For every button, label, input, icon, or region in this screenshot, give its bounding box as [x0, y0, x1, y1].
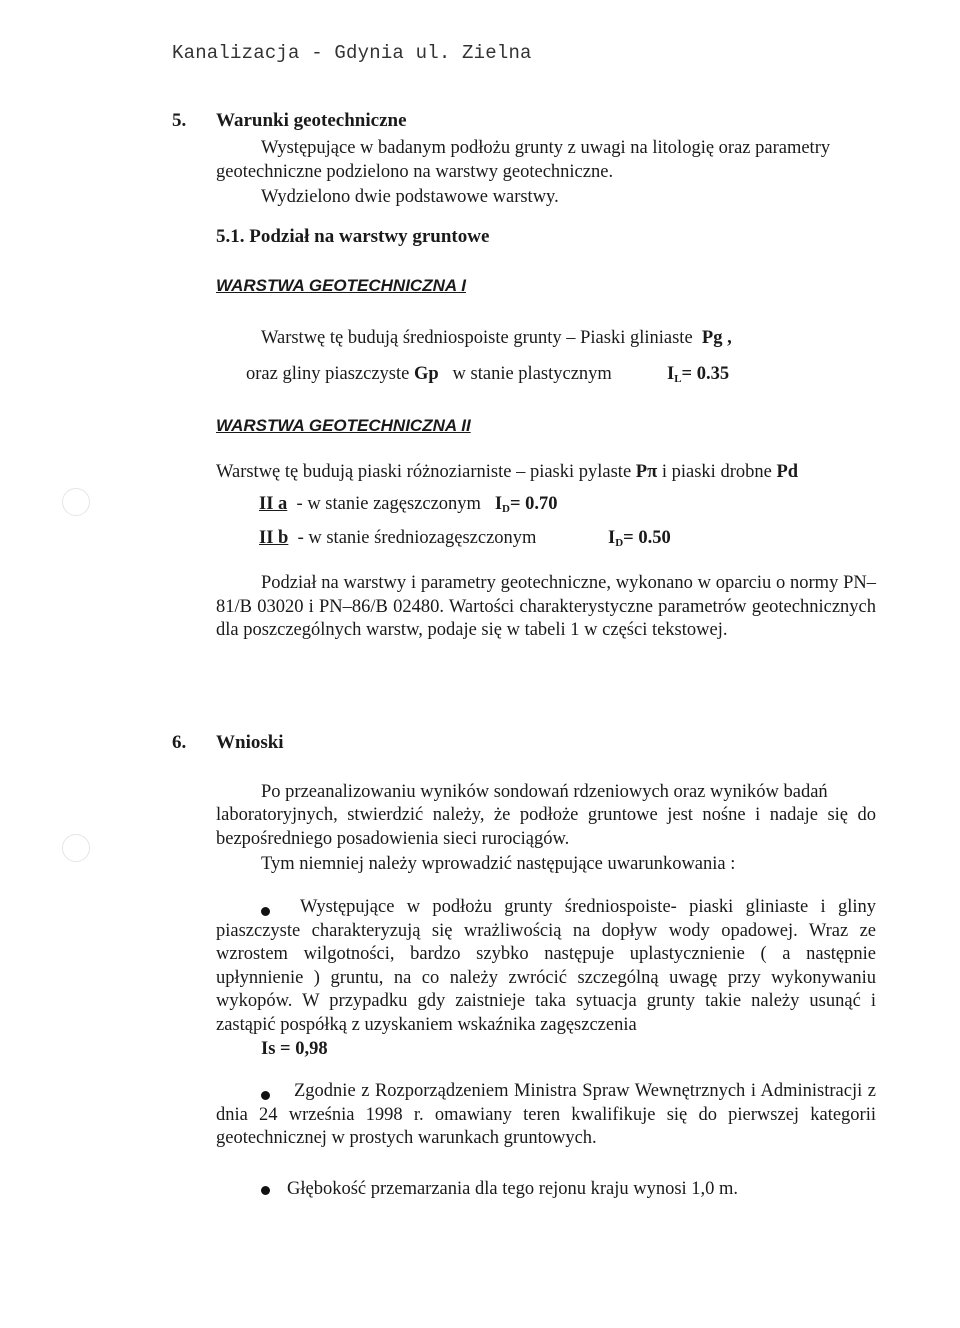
section-5-line-3: Wydzielono dwie podstawowe warstwy. — [261, 187, 559, 207]
layer-1-state: w stanie plastycznym — [452, 364, 612, 384]
conclusion-paragraph: laboratoryjnych, stwierdzić należy, że podłoże gruntowe jest nośne i nadaje się do bezpośredniego posadowienia sieci rurociągów. — [216, 805, 876, 849]
layer-2a-row — [259, 492, 558, 521]
layer-1-il — [667, 362, 729, 391]
il-label: I — [667, 364, 675, 384]
id-subscript: D — [615, 537, 624, 549]
layer-2-text: Warstwę tę budują piaski różnoziarniste – piaski pylaste — [216, 462, 632, 482]
il-value: = 0.35 — [681, 364, 730, 384]
layer-2b-row — [259, 526, 536, 550]
conclusion-line-1: Po przeanalizowaniu wyników sondowań rdzeniowych oraz wyników badań — [261, 782, 828, 802]
id-value-2b: = 0.50 — [623, 528, 671, 548]
id-value-2a: = 0.70 — [509, 494, 558, 514]
bullet-icon — [261, 1186, 270, 1195]
layer-2b-label: II b — [259, 528, 289, 548]
layer-1-text-2: oraz gliny piaszczyste — [246, 364, 410, 384]
layer-2-heading: WARSTWA GEOTECHNICZNA II — [216, 416, 471, 435]
layer-1-heading: WARSTWA GEOTECHNICZNA I — [216, 276, 466, 295]
il-subscript: L — [674, 373, 682, 385]
layer-2b-text: - w stanie średniozagęszczonym — [297, 528, 537, 548]
is-value: Is = 0,98 — [261, 1039, 328, 1059]
section-5-line-1: Występujące w badanym podłożu grunty z uwagi na litologię oraz parametry — [261, 138, 831, 158]
layer-1-description-2 — [246, 362, 612, 386]
section-5-title: Warunki geotechniczne — [216, 110, 407, 131]
section-5-number: 5. — [172, 110, 187, 131]
punch-hole-mark — [62, 834, 90, 862]
section-6-number: 6. — [172, 732, 187, 753]
bullet-item-2: Zgodnie z Rozporządzeniem Ministra Spraw Wewnętrznych i Administracji z dnia 24 września 1998 r. omawiany teren kwalifikuje się do pierwszej kategorii geotechnicznej w prostych warunkach gruntowych. — [216, 1081, 876, 1148]
punch-hole-mark — [62, 488, 90, 516]
symbol-pd: Pd — [776, 462, 799, 482]
layer-2a-label: II a — [259, 494, 288, 514]
id-subscript: D — [502, 503, 510, 515]
bullet-item-1: Występujące w podłożu grunty średniospoiste- piaski gliniaste i gliny piaszczyste charakteryzują się wrażliwością na dopływ wody opadowej. Wraz ze wzrostem wilgotności, bardzo szybko następuje uplastycznienie ( a następnie upłynnienie ) gruntu, na co należy zwrócić szczególną uwagę przy wykonywaniu wykopów. W przypadku gdy zaistnieje taka sytuacja grunty takie należy usunąć i zastąpić pospółką z uzyskaniem wskaźnika zagęszczenia — [216, 897, 876, 1035]
id-label: I — [494, 494, 503, 514]
layer-1-description — [261, 326, 732, 350]
layer-2-text-b: i piaski drobne — [661, 462, 772, 482]
layer-2a-text: - w stanie zagęszczonym — [296, 494, 481, 514]
layer-2-description — [216, 460, 798, 484]
symbol-pg: Pg , — [701, 328, 732, 348]
symbol-ppi: Pπ — [635, 462, 658, 482]
symbol-gp: Gp — [413, 364, 439, 384]
id-label: I — [608, 528, 616, 548]
conclusion-paragraph-2: Tym niemniej należy wprowadzić następujące uwarunkowania : — [261, 854, 736, 874]
layer-1-text: Warstwę tę budują średniospoiste grunty – Piaski gliniaste — [261, 328, 693, 348]
section-5-1-title: 5.1. Podział na warstwy gruntowe — [216, 226, 490, 247]
section-6-title: Wnioski — [216, 732, 284, 753]
layer-2b-id — [608, 526, 671, 555]
bullet-item-3: Głębokość przemarzania dla tego rejonu kraju wynosi 1,0 m. — [287, 1179, 739, 1199]
page-header: Kanalizacja - Gdynia ul. Zielna — [172, 42, 532, 64]
layer-2-paragraph: Podział na warstwy i parametry geotechniczne, wykonano w oparciu o normy PN–81/B 03020 i PN–86/B 02480. Wartości charakterystyczne parametrów geotechnicznych dla poszczególnych warstw, podaje się w tabeli 1 w części tekstowej. — [216, 573, 876, 640]
section-5-line-2: geotechniczne podzielono na warstwy geotechniczne. — [216, 162, 614, 182]
